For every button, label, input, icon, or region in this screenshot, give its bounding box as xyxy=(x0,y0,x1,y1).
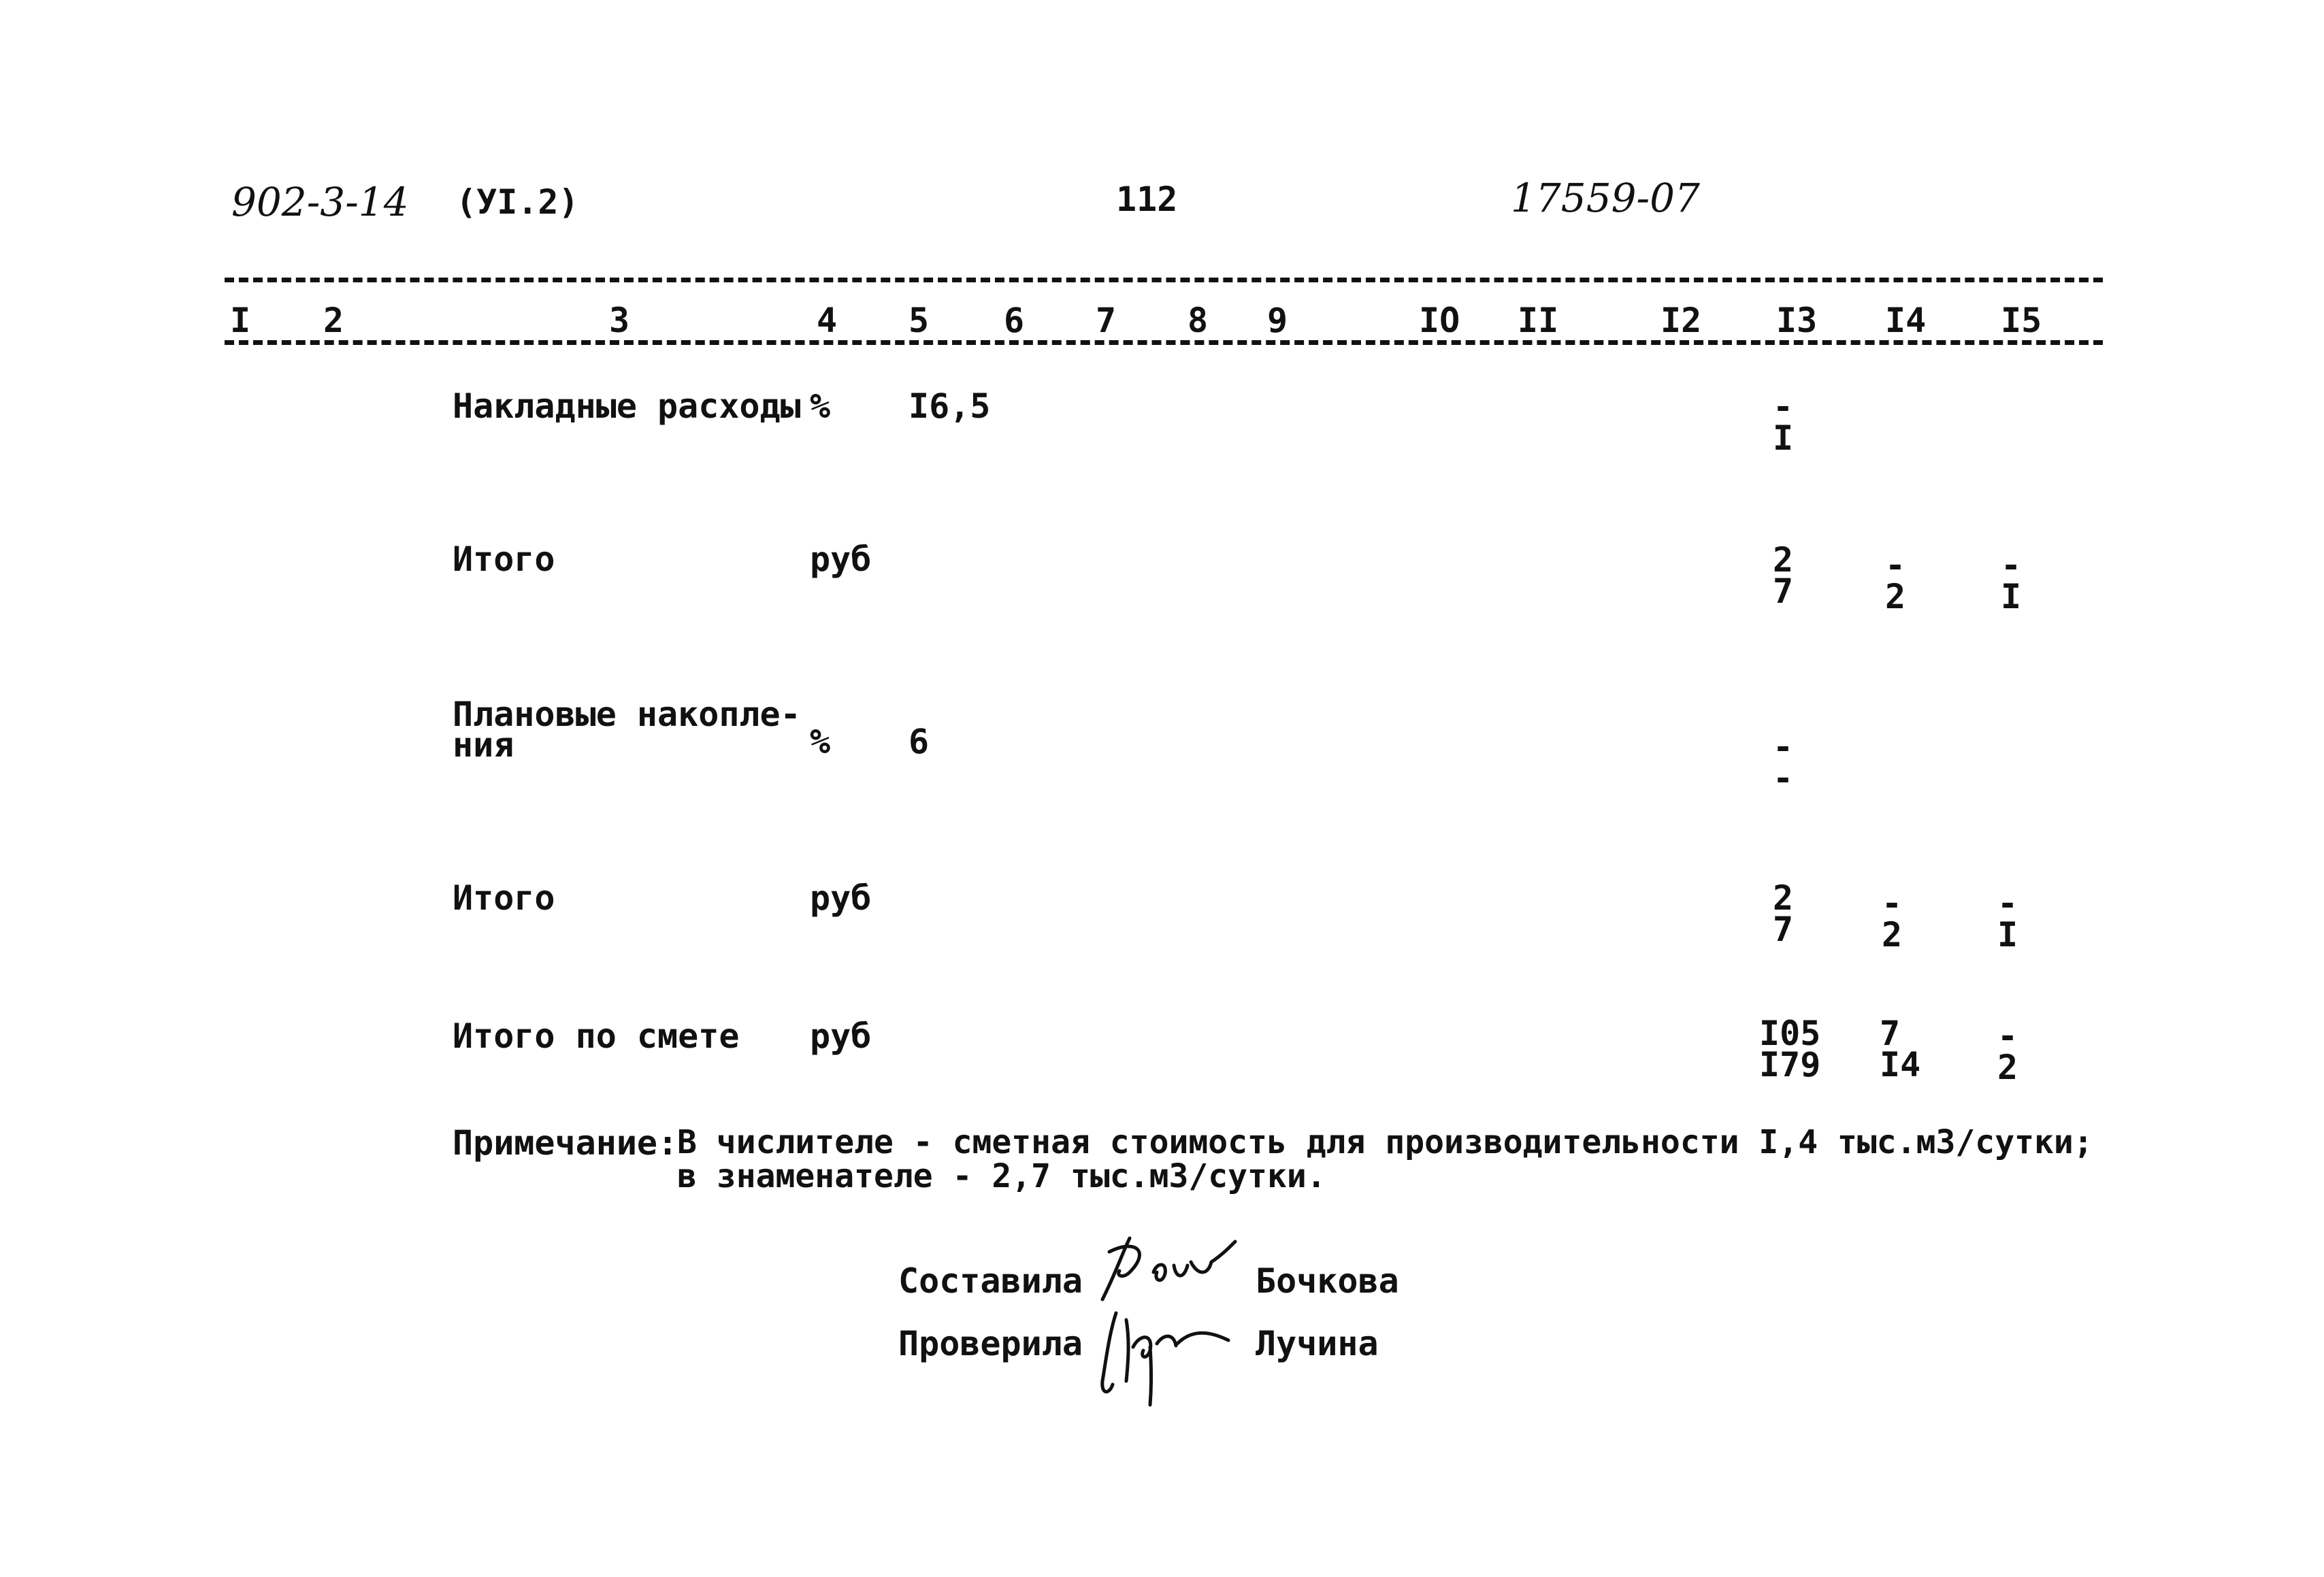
note-line1: В числителе - сметная стоимость для производительности I,4 тыс.м3/сутки; xyxy=(677,1123,2093,1161)
column-number: II xyxy=(1518,301,1559,340)
row-unit: % xyxy=(810,386,831,426)
signature-luchina xyxy=(1089,1293,1245,1408)
column-number: 8 xyxy=(1188,301,1209,340)
row-name: Итого xyxy=(453,540,555,579)
composed-name: Бочкова xyxy=(1256,1261,1399,1301)
cell-col14 xyxy=(1875,546,1916,616)
cell-numerator: - xyxy=(1881,884,1903,923)
cell-numerator: - xyxy=(1997,884,2018,923)
cell-denominator: I xyxy=(1772,418,1794,458)
cell-denominator: I xyxy=(2000,577,2022,616)
row-rate: 6 xyxy=(909,722,930,761)
column-number: IO xyxy=(1419,301,1460,340)
column-number: 6 xyxy=(1004,301,1025,340)
cell-numerator: 2 xyxy=(1772,540,1794,580)
note-label: Примечание: xyxy=(453,1123,678,1163)
column-number: 3 xyxy=(609,301,630,340)
cell-denominator: 7 xyxy=(1772,910,1794,949)
cell-numerator: - xyxy=(2000,546,2022,585)
row-unit: руб xyxy=(810,878,872,918)
column-number: I3 xyxy=(1776,301,1818,340)
row-name: Итого xyxy=(453,878,555,918)
cell-denominator: 7 xyxy=(1772,571,1794,611)
cell-numerator: - xyxy=(1772,727,1794,767)
row-name-line2: ния xyxy=(453,725,514,765)
header-rule-bottom xyxy=(225,340,2103,345)
page-number: 112 xyxy=(1116,180,1178,219)
row-name: Накладные расходы xyxy=(453,386,801,426)
checked-label: Проверила xyxy=(898,1324,1083,1363)
column-number: I5 xyxy=(2001,301,2042,340)
document-code: 902-3-14 xyxy=(231,179,409,225)
column-number: 7 xyxy=(1096,301,1117,340)
cell-denominator: 2 xyxy=(1884,577,1906,616)
row-unit: % xyxy=(810,722,831,761)
cell-col14 xyxy=(1880,1014,1934,1084)
cell-col13 xyxy=(1763,540,1803,611)
cell-denominator: I xyxy=(1997,915,2018,954)
cell-col15 xyxy=(1987,1016,2028,1087)
cell-denominator: 2 xyxy=(1881,915,1903,954)
row-rate: I6,5 xyxy=(909,386,991,426)
cell-numerator: 2 xyxy=(1772,878,1794,918)
cell-numerator: 7 xyxy=(1880,1014,1901,1053)
stamp-number: 17559-07 xyxy=(1511,175,1700,221)
cell-col13 xyxy=(1763,727,1803,798)
cell-col13 xyxy=(1763,878,1803,949)
cell-numerator: - xyxy=(1772,387,1794,427)
checked-name: Лучина xyxy=(1256,1324,1379,1363)
row-unit: руб xyxy=(810,540,872,579)
section-number: (УI.2) xyxy=(456,182,579,222)
cell-col14 xyxy=(1871,884,1912,954)
cell-col15 xyxy=(1991,546,2031,616)
header-rule-top xyxy=(225,278,2103,282)
column-number: 5 xyxy=(909,301,930,340)
cell-numerator: I05 xyxy=(1759,1014,1821,1053)
cell-numerator: - xyxy=(1884,546,1906,585)
column-number: I4 xyxy=(1885,301,1927,340)
column-number: 9 xyxy=(1267,301,1288,340)
column-number: I xyxy=(230,301,251,340)
column-number: I2 xyxy=(1660,301,1702,340)
cell-denominator: I4 xyxy=(1880,1045,1921,1084)
row-unit: руб xyxy=(810,1016,872,1056)
cell-denominator: 2 xyxy=(1997,1048,2018,1087)
column-number: 4 xyxy=(817,301,838,340)
cell-col13 xyxy=(1759,1014,1827,1084)
cell-denominator: - xyxy=(1772,759,1794,798)
cell-numerator: - xyxy=(1997,1016,2018,1056)
cell-denominator: I79 xyxy=(1759,1045,1821,1084)
column-number: 2 xyxy=(323,301,344,340)
row-name: Итого по смете xyxy=(453,1016,740,1056)
composed-label: Составила xyxy=(898,1261,1083,1301)
cell-col15 xyxy=(1987,884,2028,954)
row-name-line1: Плановые накопле- xyxy=(453,695,801,734)
note-line2: в знаменателе - 2,7 тыс.м3/сутки. xyxy=(677,1157,1326,1195)
cell-col13 xyxy=(1763,387,1803,458)
